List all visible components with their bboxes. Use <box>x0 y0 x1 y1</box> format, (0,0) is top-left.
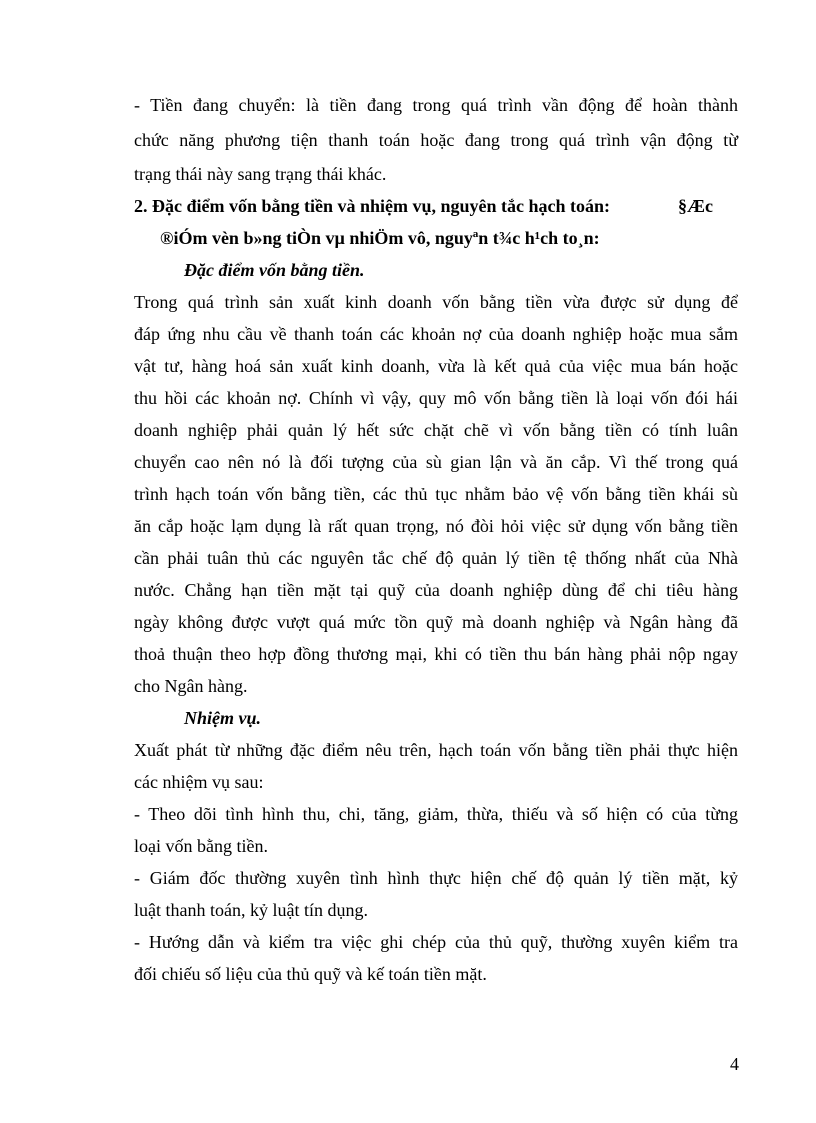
section-heading: 2. Đặc điểm vốn bằng tiền và nhiệm vụ, nguyên tắc hạch toán: <box>134 196 611 216</box>
paragraph-line: đáp ứng nhu cầu về thanh toán các khoản nợ của doanh nghiệp hoặc mua sắm <box>134 324 738 344</box>
paragraph-line: Trong quá trình sản xuất kinh doanh vốn bằng tiền vừa được sử dụng để <box>134 292 738 312</box>
paragraph-line: nước. Chẳng hạn tiền mặt tại quỹ của doanh nghiệp dùng để chi tiêu hàng <box>134 580 738 600</box>
list-item-line: - Giám đốc thường xuyên tình hình thực hiện chế độ quản lý tiền mặt, kỷ <box>134 868 738 888</box>
paragraph-line: vật tư, hàng hoá sản xuất kinh doanh, vừa là kết quả của việc mua bán hoặc <box>134 356 738 376</box>
paragraph-line: doanh nghiệp phải quản lý hết sức chặt chẽ vì vốn bằng tiền có tính luân <box>134 420 738 440</box>
text-line: - Tiền đang chuyển: là tiền đang trong quá trình vần động để hoàn thành <box>134 95 738 115</box>
paragraph-line: chuyển cao nên nó là đối tượng của sù gian lận và ăn cắp. Vì thế trong quá <box>134 452 738 472</box>
paragraph-line: thoả thuận theo hợp đồng thương mại, khi có tiền thu bán hàng phải nộp ngay <box>134 644 738 664</box>
garbled-heading-fragment: §Æc <box>678 196 713 216</box>
paragraph-line: ăn cắp hoặc lạm dụng là rất quan trọng, nó đòi hỏi việc sử dụng vốn bằng tiền <box>134 516 738 536</box>
list-item-line: - Hướng dẫn và kiểm tra việc ghi chép của thủ quỹ, thường xuyên kiểm tra <box>134 932 738 952</box>
list-item-line: loại vốn bằng tiền. <box>134 836 268 856</box>
list-item-line: đối chiếu số liệu của thủ quỹ và kế toán tiền mặt. <box>134 964 487 984</box>
paragraph-line: cần phải tuân thủ các nguyên tắc chế độ quản lý tiền tệ thống nhất của Nhà <box>134 548 738 568</box>
list-item-line: luật thanh toán, kỷ luật tín dụng. <box>134 900 368 920</box>
paragraph-line: cho Ngân hàng. <box>134 676 248 696</box>
garbled-heading-line: ®iÓm vèn b»ng tiÒn vµ nhiÖm vô, nguyªn t¾c h¹ch to¸n: <box>160 228 600 248</box>
subheading: Nhiệm vụ. <box>184 708 262 728</box>
text-line: trạng thái này sang trạng thái khác. <box>134 164 387 184</box>
subheading: Đặc điểm vốn bằng tiền. <box>184 260 365 280</box>
paragraph-line: Xuất phát từ những đặc điểm nêu trên, hạch toán vốn bằng tiền phải thực hiện <box>134 740 738 760</box>
paragraph-line: các nhiệm vụ sau: <box>134 772 264 792</box>
list-item-line: - Theo dõi tình hình thu, chi, tăng, giảm, thừa, thiếu và số hiện có của từng <box>134 804 738 824</box>
text-line: chức năng phương tiện thanh toán hoặc đang trong quá trình vận động từ <box>134 130 738 150</box>
page-number: 4 <box>730 1054 739 1074</box>
paragraph-line: ngày không được vượt quá mức tồn quỹ mà doanh nghiệp và Ngân hàng đã <box>134 612 738 632</box>
paragraph-line: thu hồi các khoản nợ. Chính vì vậy, quy mô vốn bằng tiền là loại vốn đói hái <box>134 388 738 408</box>
paragraph-line: trình hạch toán vốn bằng tiền, các thủ tục nhằm bảo vệ vốn bằng tiền khái sù <box>134 484 738 504</box>
